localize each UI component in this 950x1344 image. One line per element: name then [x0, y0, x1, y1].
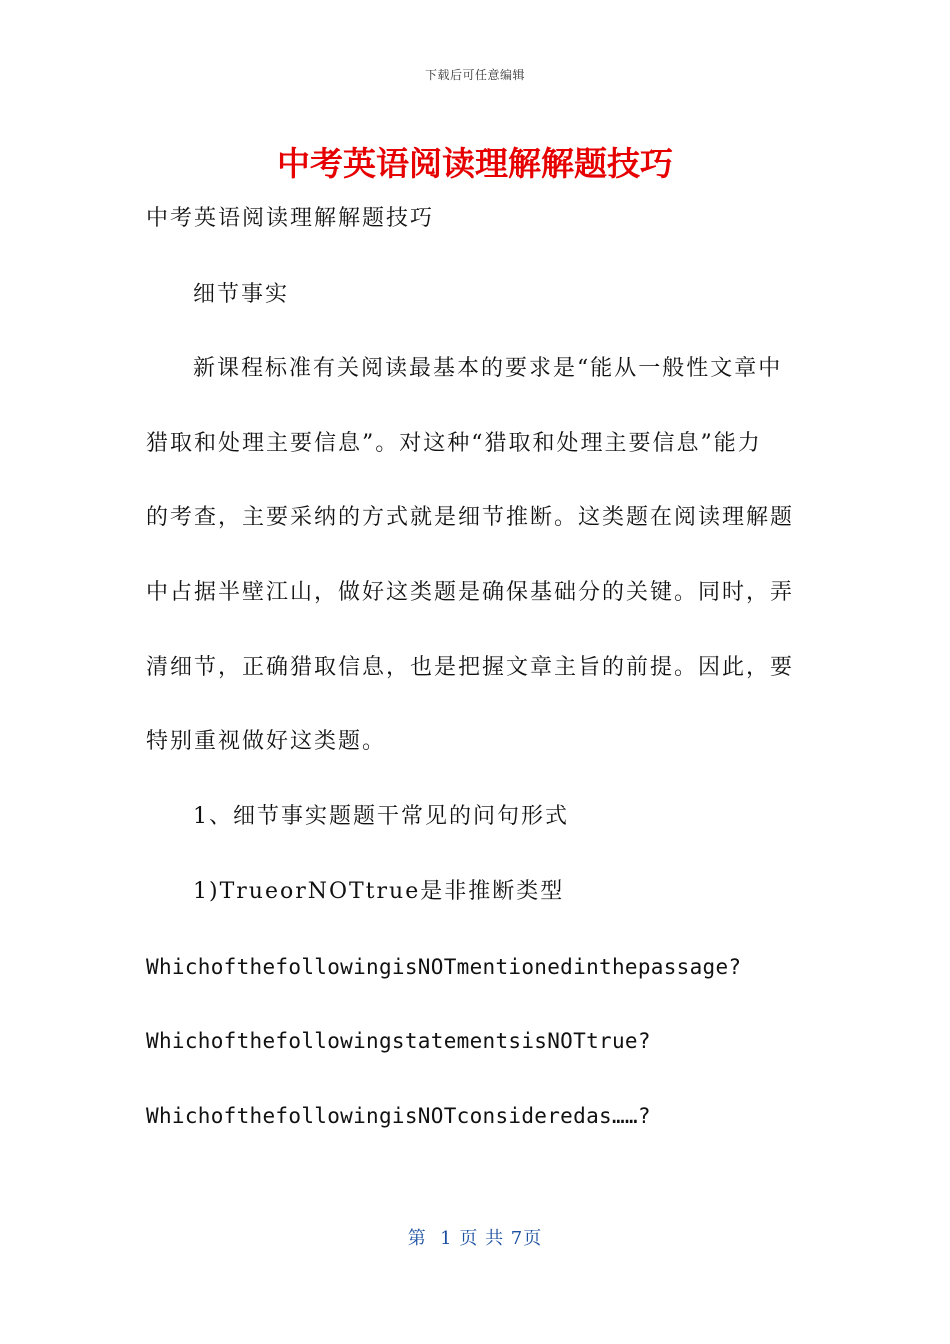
- body-line-paragraph-3: 的考查，主要采纳的方式就是细节推断。这类题在阅读理解题: [146, 505, 795, 530]
- document-title: 中考英语阅读理解解题技巧: [277, 144, 673, 183]
- body-line-paragraph-2: 猎取和处理主要信息”。对这种“猎取和处理主要信息”能力: [146, 431, 762, 456]
- body-line-subheading: 1)TrueorNOTtrue是非推断类型: [193, 879, 565, 904]
- body-line-paragraph-6: 特别重视做好这类题。: [146, 729, 387, 754]
- body-line-question-3: WhichofthefollowingisNOTconsideredas……?: [146, 1104, 651, 1128]
- body-line-list-heading: 1、细节事实题题干常见的问句形式: [193, 804, 569, 829]
- body-line-paragraph-5: 清细节，正确猎取信息，也是把握文章主旨的前提。因此，要: [146, 655, 795, 680]
- header-note: 下载后可任意编辑: [424, 68, 525, 82]
- page-footer: 第 1 页 共 7页: [407, 1228, 543, 1249]
- body-line-paragraph-1: 新课程标准有关阅读最基本的要求是“能从一般性文章中: [193, 356, 783, 381]
- body-line-question-1: WhichofthefollowingisNOTmentionedinthepassage?: [146, 955, 742, 979]
- body-line-question-2: WhichofthefollowingstatementsisNOTtrue?: [146, 1029, 651, 1053]
- body-line-paragraph-4: 中占据半壁江山，做好这类题是确保基础分的关键。同时，弄: [146, 580, 795, 605]
- body-line-section-heading: 细节事实: [193, 282, 290, 307]
- body-line-subtitle: 中考英语阅读理解解题技巧: [146, 206, 435, 231]
